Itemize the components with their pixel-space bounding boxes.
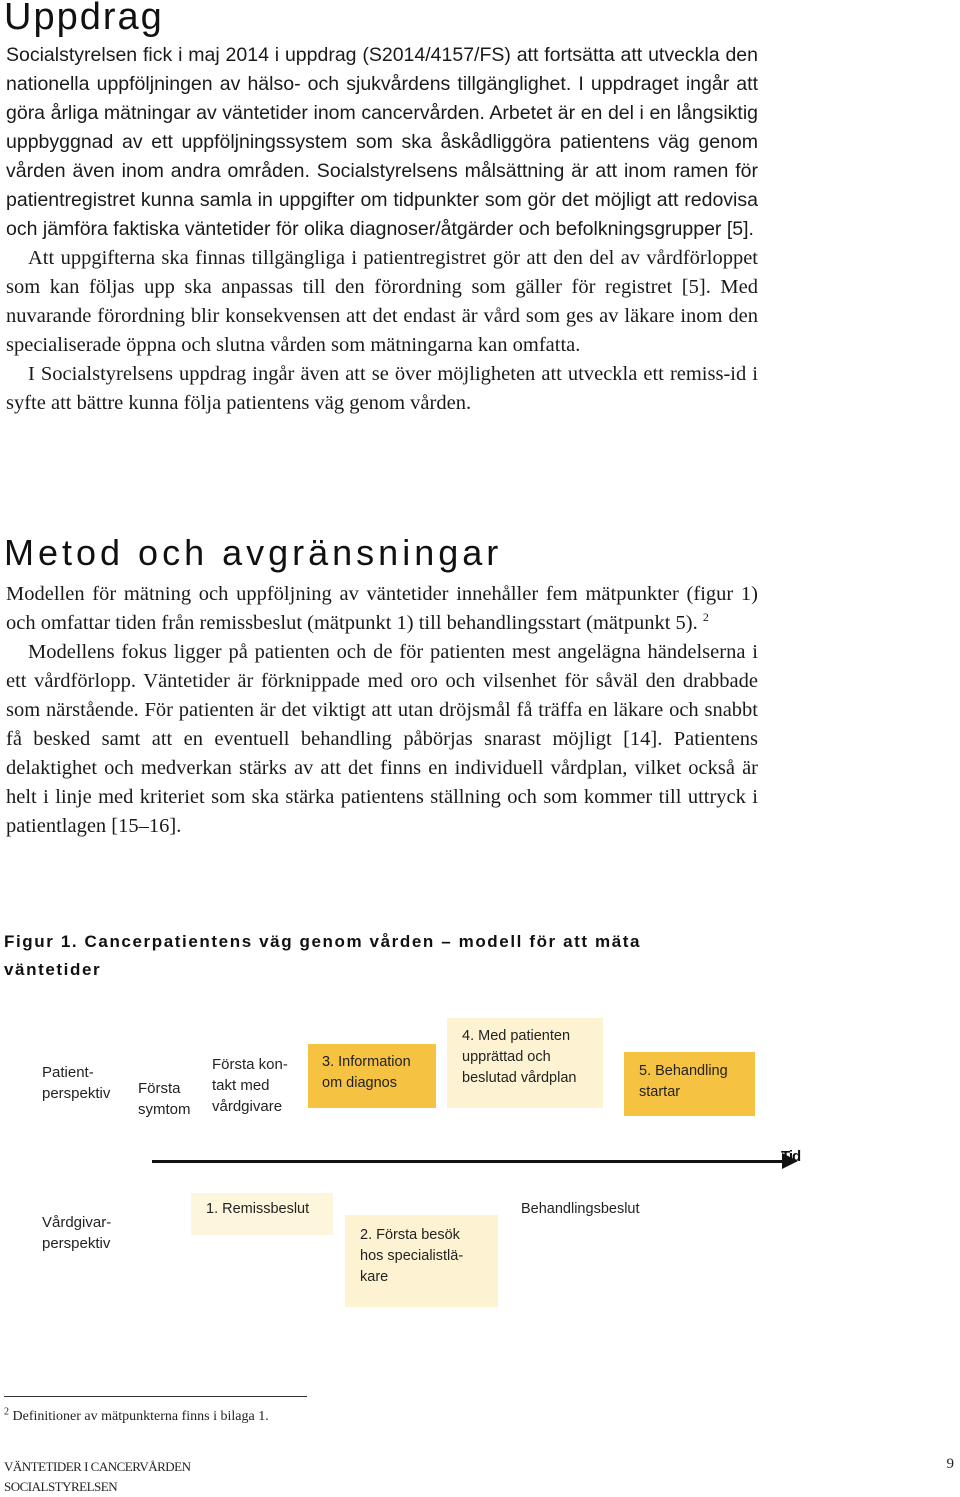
event-behandlingsbeslut: Behandlingsbeslut xyxy=(521,1201,640,1217)
page-number: 9 xyxy=(946,1456,954,1472)
footnote-text: Definitioner av mätpunkterna finns i bilaga 1. xyxy=(12,1409,269,1424)
page-footer xyxy=(4,1457,191,1497)
figure-caption: Figur 1. Cancerpatientens väg genom vården – modell för att mäta väntetider xyxy=(4,932,642,979)
time-axis-label: Tid xyxy=(781,1148,801,1165)
measure-point-4-box: 4. Med patienten upprättad och beslutad vårdplan xyxy=(447,1018,603,1108)
footnote xyxy=(4,1408,269,1426)
paragraph-1: Socialstyrelsen fick i maj 2014 i uppdrag (S2014/4157/FS) att fortsätta att utveckla den nationella uppföljningen av hälso- och sjukvårdens tillgänglighet. I uppdraget ingår att göra årliga mätningar av väntetider inom cancervården. Arbetet är en del i en långsiktig uppbyggnad av ett uppföljningssystem som ska åskådliggöra patientens väg genom vården även inom andra områden. Socialstyrelsens målsättning är att inom ramen för patientregistret kunna samla in uppgifter om tidpunkter som gör det möjligt att redovisa och jämföra faktiska väntetider för olika diagnoser/åtgärder och befolkningsgrupper [5]. xyxy=(6,44,758,240)
paragraph-3: I Socialstyrelsens uppdrag ingår även att se över möjligheten att utveckla ett remiss-id i syfte att bättre kunna följa patientens väg genom vården. xyxy=(6,363,758,414)
patient-perspective-label: Patient- perspektiv xyxy=(42,1064,111,1102)
paragraph-4-text: Modellen för mätning och uppföljning av väntetider innehåller fem mätpunkter (figur 1) och omfattar tiden från remissbeslut (mätpunkt 1) till behandlingsstart (mätpunkt 5). xyxy=(6,583,758,634)
paragraph-2: Att uppgifterna ska finnas tillgängliga i patientregistret gör att den del av vårdförloppet som kan följas upp ska anpassas till den förordning som gäller för registret [5]. Med nuvarande förordning blir konsekvensen att det endast är vård som ges av läkare inom den specialiserade öppna och slutna vården som mätningarna kan omfatta. xyxy=(6,247,758,356)
event-forsta-symtom: Första symtom xyxy=(138,1080,191,1118)
waiting-time-model-diagram xyxy=(0,1010,960,1330)
measure-point-1-box: 1. Remissbeslut xyxy=(191,1193,333,1235)
section-metod-body xyxy=(6,580,758,841)
footnote-number: 2 xyxy=(4,1406,9,1418)
timeline-axis xyxy=(152,1160,786,1163)
footer-report-title: VÄNTETIDER I CANCERVÅRDEN xyxy=(4,1459,191,1474)
section-uppdrag-body xyxy=(6,41,758,418)
paragraph-5: Modellens fokus ligger på patienten och de för patienten mest angelägna händelserna i ett vårdförlopp. Väntetider är förknippade med oro och vilsenhet för såväl den drabbade som närstående. För patienten är det viktigt att utan dröjsmål få träffa en läkare och snabbt få besked samt att en eventuell behandling påbörjas snarast möjligt [14]. Patientens delaktighet och medverkan stärks av att det finns en individuell vårdplan, vilket också är helt i linje med kriteriet som ska stärka patientens ställning och som kommer till uttryck i patientlagen [15–16]. xyxy=(6,641,758,837)
measure-point-2-box: 2. Första besök hos specialistlä- kare xyxy=(345,1215,498,1307)
footer-publisher: SOCIALSTYRELSEN xyxy=(4,1479,118,1494)
provider-perspective-label: Vårdgivar- perspektiv xyxy=(42,1214,112,1252)
measure-point-5-box: 5. Behandling startar xyxy=(624,1052,755,1116)
footnote-divider xyxy=(4,1396,307,1397)
paragraph-4 xyxy=(6,580,758,638)
footnote-ref: 2 xyxy=(702,610,709,625)
section-heading-metod: Metod och avgränsningar xyxy=(4,532,503,573)
event-forsta-kontakt: Första kon- takt med vårdgivare xyxy=(212,1056,288,1115)
measure-point-3-box: 3. Information om diagnos xyxy=(308,1044,436,1108)
section-heading-uppdrag: Uppdrag xyxy=(4,0,164,38)
